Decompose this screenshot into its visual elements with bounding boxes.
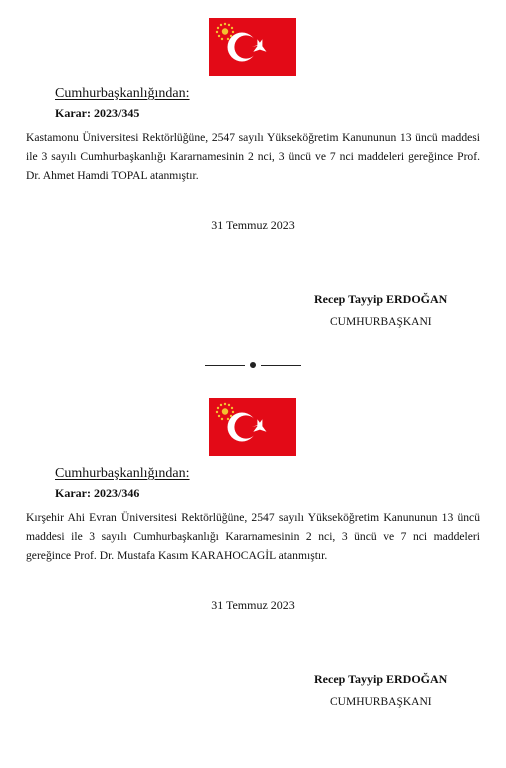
turkish-flag-emblem-icon: [209, 398, 296, 456]
separator-dot-icon: [250, 362, 256, 368]
decree-body: Kırşehir Ahi Evran Üniversitesi Rektörlüğüne, 2547 sayılı Yükseköğretim Kanununun 13 üncü maddesi ile 3 sayılı Cumhurbaşkanlığı Kararnamesinin 2 nci, 3 üncü ve 7 nci maddeleri gereğince Prof. Dr. Mustafa Kasım KARAHOCAGİL atanmıştır.: [26, 511, 480, 562]
decree-number: Karar: 2023/345: [55, 106, 140, 120]
section-separator: [205, 361, 301, 371]
decree-346: [0, 380, 506, 755]
separator-line-left: [205, 365, 245, 366]
decree-number: Karar: 2023/346: [55, 486, 140, 500]
signer-title: CUMHURBAŞKANI: [330, 316, 432, 328]
signer-title: CUMHURBAŞKANI: [330, 696, 432, 708]
decree-date: 31 Temmuz 2023: [211, 598, 295, 612]
decree-body: Kastamonu Üniversitesi Rektörlüğüne, 2547 sayılı Yükseköğretim Kanununun 13 üncü maddesi ile 3 sayılı Cumhurbaşkanlığı Kararnamesinin 2 nci, 3 üncü ve 7 nci maddeleri gereğince Prof. Dr. Ahmet Hamdi TOPAL atanmıştır.: [26, 131, 480, 182]
signer-name: Recep Tayyip ERDOĞAN: [314, 672, 448, 686]
signer-name: Recep Tayyip ERDOĞAN: [314, 292, 448, 306]
issuer-heading: Cumhurbaşkanlığından:: [55, 86, 190, 101]
turkish-flag-emblem-icon: [209, 18, 296, 76]
decree-345: [0, 0, 506, 375]
separator-line-right: [261, 365, 301, 366]
decree-date: 31 Temmuz 2023: [211, 218, 295, 232]
issuer-heading: Cumhurbaşkanlığından:: [55, 466, 190, 481]
